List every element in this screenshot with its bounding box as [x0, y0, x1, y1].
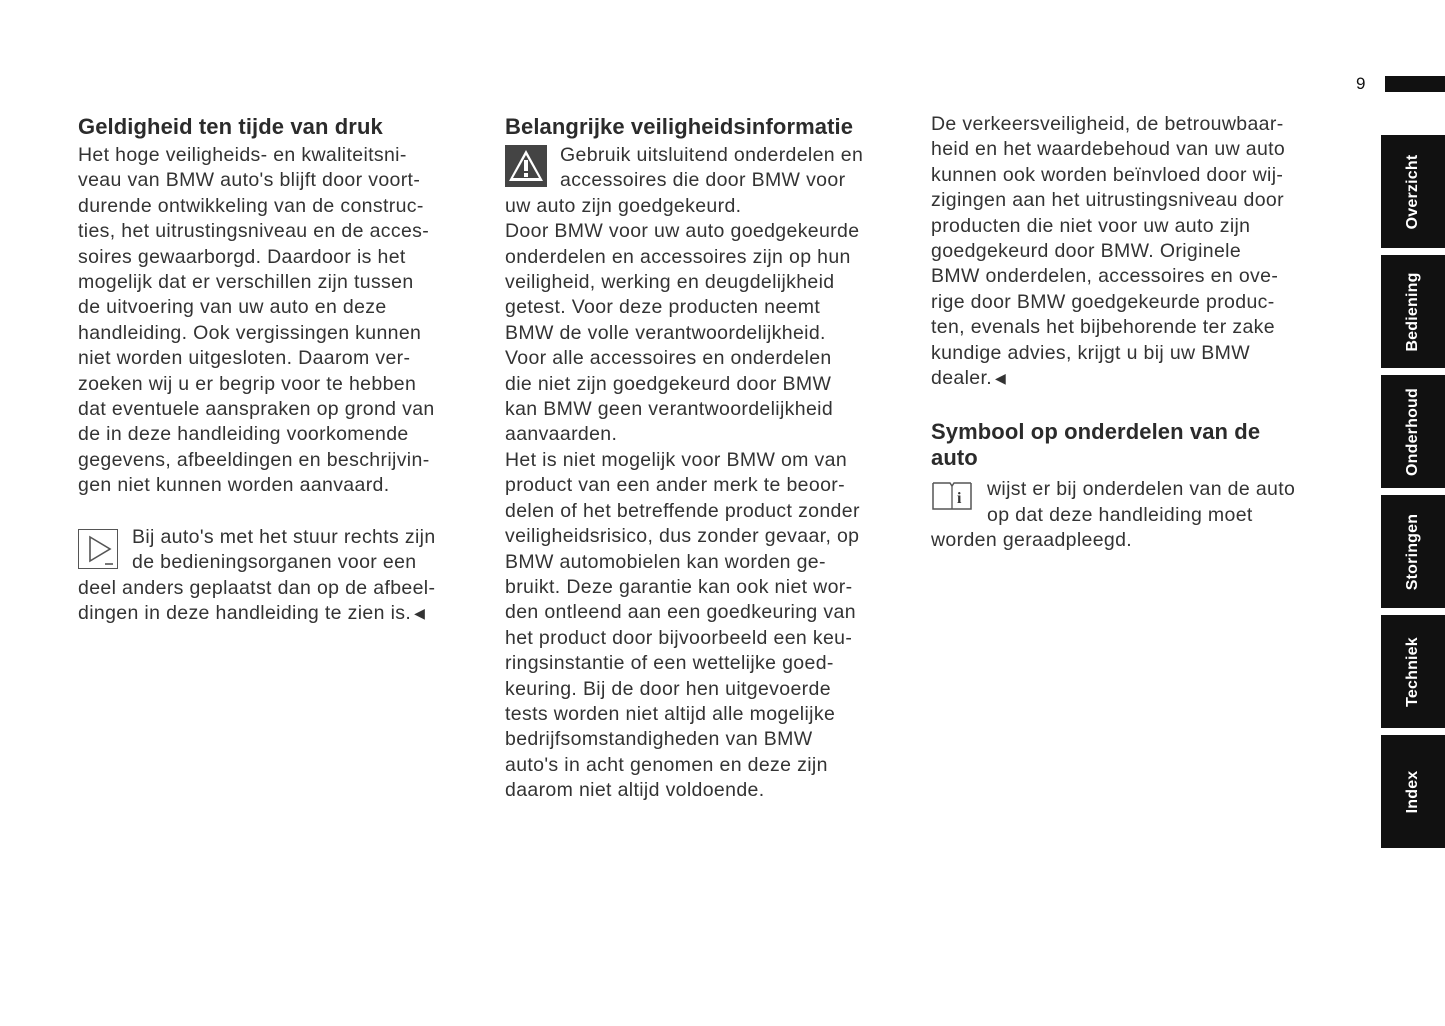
symbol-bottom: worden geraadpleegd. [931, 529, 1133, 552]
symbol-info [931, 477, 1341, 553]
svg-text:i: i [957, 490, 962, 508]
safety-warning [505, 143, 915, 804]
rhd-note-bottom: deel anders geplaatst dan op de afbeel- dingen in deze handleiding te zien is. [78, 576, 436, 624]
warning-triangle-icon [505, 145, 547, 187]
tab-storingen[interactable]: Storingen [1381, 495, 1445, 608]
tab-onderhoud[interactable]: Onderhoud [1381, 375, 1445, 488]
safety-intro-top: Gebruik uitsluitend onderdelen en accessoires die door BMW voor [560, 144, 864, 192]
tab-index[interactable]: Index [1381, 735, 1445, 848]
column-validity [78, 112, 493, 626]
tab-techniek[interactable]: Techniek [1381, 615, 1445, 728]
book-info-icon [931, 479, 973, 513]
heading-safety: Belangrijke veiligheidsinformatie [505, 114, 854, 139]
play-triangle-icon [78, 529, 118, 569]
page-marker-bar [1385, 76, 1445, 92]
column-safety [505, 112, 915, 804]
validity-body: Het hoge veiligheids- en kwaliteitsni- veau van BMW auto's blijft door voort- durende ontwikkeling van de construc- ties, het uitrustingsniveau en de acces- soires gewaarborgd. Daardoor is het mogelijk dat er verschillen zijn tussen de uitvoering van uw auto en deze handleiding. Ook vergissingen kunnen niet worden uitgesloten. Daarom ver- zoeken wij u er begrip voor te hebben dat eventuele aanspraken op grond van de in deze handleiding voorkomende gegevens, afbeeldingen en beschrijvin- gen niet kunnen worden aanvaard. [78, 144, 435, 497]
safety-continued-body: De verkeersveiligheid, de betrouwbaar- heid en het waardebehoud van uw auto kunnen ook worden beïnvloed door wij- zigingen aan het uitrustingsniveau door producten die niet voor uw auto zijn goedgekeurd door BMW. Originele BMW onderdelen, accessoires en ove- rige door BMW goedgekeurde produc- ten, evenals het bijbehorende ter zake kundige advies, krijgt u bij uw BMW dealer. [931, 113, 1286, 390]
rhd-note-top: Bij auto's met het stuur rechts zijn de bedieningsorganen voor een [132, 525, 436, 574]
safety-body: uw auto zijn goedgekeurd. Door BMW voor uw auto goedgekeurde onderdelen en accessoires zijn op hun veiligheid, werking en deugdelijkheid getest. Voor deze producten neemt BMW de volle verantwoordelijkheid. Voor alle accessoires en onderdelen die niet zijn goedgekeurd door BMW kan BMW geen verantwoordelijkheid aanvaarden. Het is niet mogelijk voor BMW om van product van een ander merk te beoor- delen of het betreffende product zonder veiligheidsrisico, dus zonder gevaar, op BMW automobielen kan worden ge- bruikt. Deze garantie kan ook niet wor- den ontleend aan een goedkeuring van het product door bijvoorbeeld een keu- ringsinstantie of een wettelijke goed- keuring. Bij de door hen uitgevoerde tests worden niet altijd alle mogelijke bedrijfsomstandigheden van BMW auto's in acht genomen en deze zijn daarom niet altijd voldoende. [505, 194, 860, 802]
tab-overzicht[interactable]: Overzicht [1381, 135, 1445, 248]
end-mark-icon: ◀ [995, 370, 1007, 387]
heading-symbol: Symbool op onderdelen van de auto [931, 419, 1261, 471]
rhd-note [78, 525, 493, 627]
symbol-top: wijst er bij onderdelen van de auto op dat deze handleiding moet [987, 478, 1296, 526]
page-number: 9 [1356, 74, 1366, 93]
tab-bediening[interactable]: Bediening [1381, 255, 1445, 368]
heading-validity: Geldigheid ten tijde van druk [78, 114, 383, 139]
column-safety-continued [931, 112, 1341, 554]
end-mark-icon: ◀ [414, 604, 426, 621]
